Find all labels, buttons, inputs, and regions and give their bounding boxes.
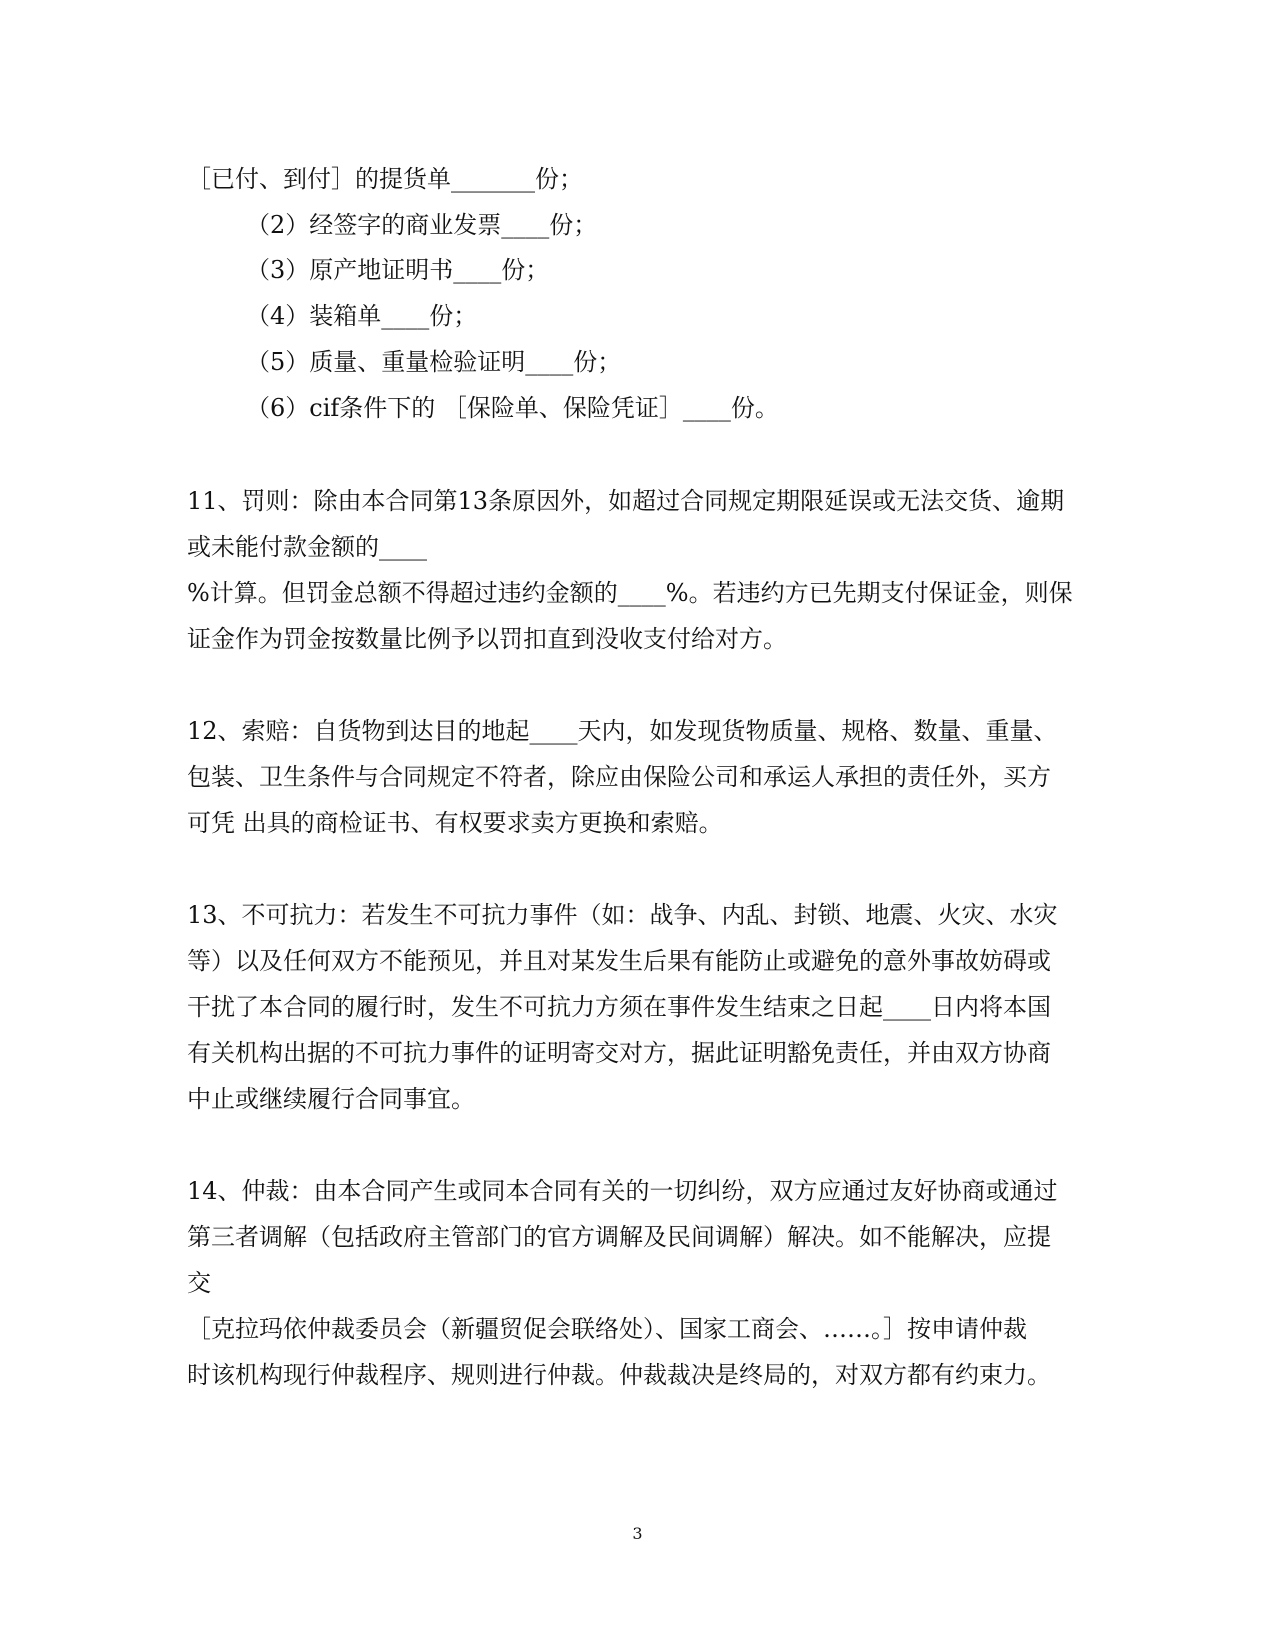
doc-line: 有关机构出据的不可抗力事件的证明寄交对方，据此证明豁免责任，并由双方协商 bbox=[187, 1039, 1051, 1067]
doc-line: 可凭 出具的商检证书、有权要求卖方更换和索赔。 bbox=[187, 809, 723, 837]
doc-line: ［已付、到付］的提货单_______份； bbox=[187, 165, 583, 193]
doc-line: 13、不可抗力：若发生不可抗力事件（如：战争、内乱、封锁、地震、火灾、水灾 bbox=[187, 901, 1058, 929]
doc-line: 第三者调解（包括政府主管部门的官方调解及民间调解）解决。如不能解决，应提 bbox=[187, 1223, 1051, 1251]
doc-line: 11、罚则：除由本合同第13条原因外，如超过合同规定期限延误或无法交货、逾期 bbox=[187, 487, 1065, 515]
page-number: 3 bbox=[632, 1524, 643, 1543]
doc-line: %计算。但罚金总额不得超过违约金额的____%。若违约方已先期支付保证金，则保 bbox=[187, 579, 1073, 607]
doc-line: （6）cif条件下的 ［保险单、保险凭证］____份。 bbox=[246, 394, 779, 422]
doc-line: 交 bbox=[187, 1269, 211, 1297]
doc-line: 等）以及任何双方不能预见，并且对某发生后果有能防止或避免的意外事故妨碍或 bbox=[187, 947, 1051, 975]
doc-line: 时该机构现行仲裁程序、规则进行仲裁。仲裁裁决是终局的，对双方都有约束力。 bbox=[187, 1361, 1051, 1389]
doc-line: （4）装箱单____份； bbox=[246, 302, 478, 330]
doc-line: 包装、卫生条件与合同规定不符者，除应由保险公司和承运人承担的责任外，买方 bbox=[187, 763, 1051, 791]
doc-line: 12、索赔：自货物到达目的地起____天内，如发现货物质量、规格、数量、重量、 bbox=[187, 717, 1058, 745]
doc-line: （5）质量、重量检验证明____份； bbox=[246, 348, 622, 376]
doc-line: 中止或继续履行合同事宜。 bbox=[187, 1085, 475, 1113]
doc-line: 证金作为罚金按数量比例予以罚扣直到没收支付给对方。 bbox=[187, 625, 787, 653]
doc-line: ［克拉玛依仲裁委员会（新疆贸促会联络处）、国家工商会、……。］按申请仲裁 bbox=[187, 1315, 1027, 1343]
doc-line: （3）原产地证明书____份； bbox=[246, 256, 550, 284]
doc-line: 干扰了本合同的履行时，发生不可抗力方须在事件发生结束之日起____日内将本国 bbox=[187, 993, 1051, 1021]
doc-line: 或未能付款金额的____ bbox=[187, 533, 427, 561]
doc-line: 14、仲裁：由本合同产生或同本合同有关的一切纠纷，双方应通过友好协商或通过 bbox=[187, 1177, 1058, 1205]
doc-line: （2）经签字的商业发票____份； bbox=[246, 211, 598, 239]
